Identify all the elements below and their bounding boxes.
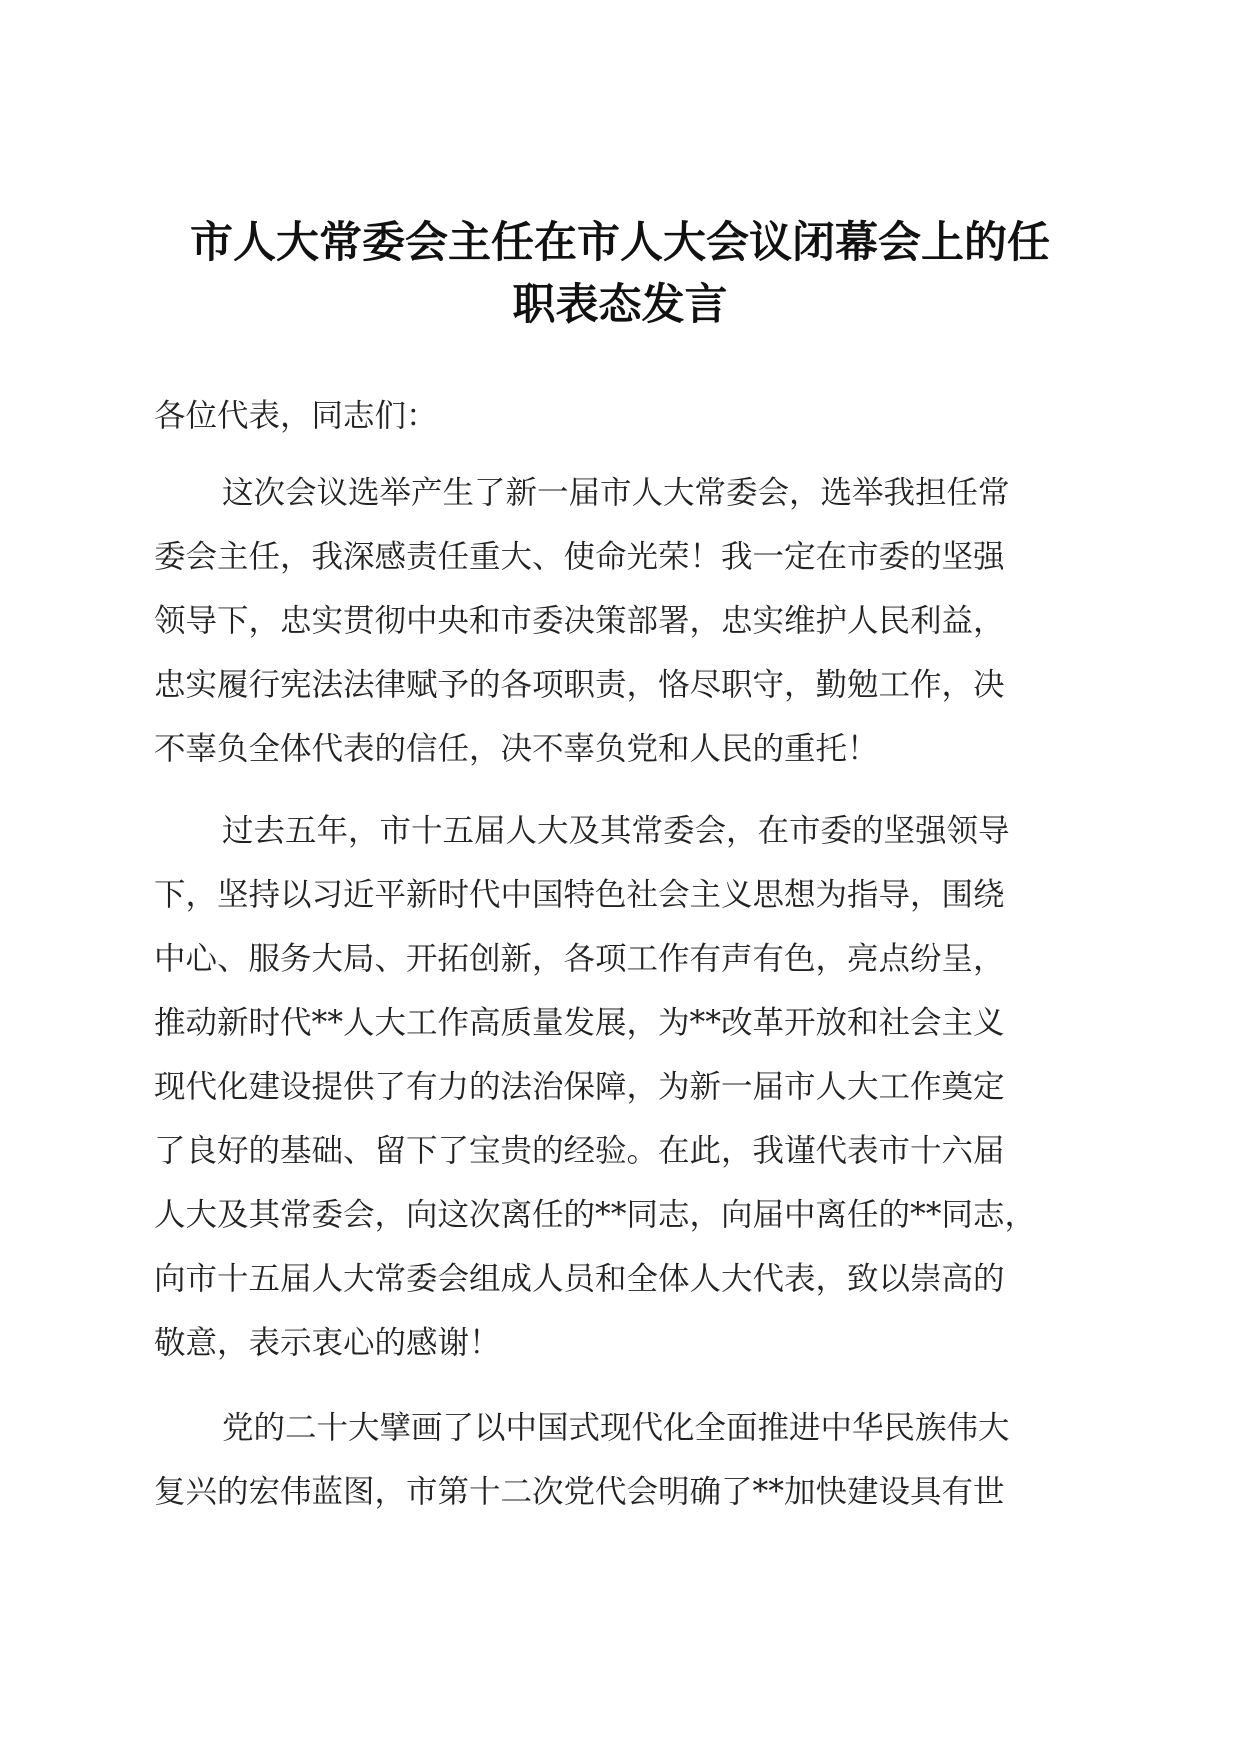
salutation-text: 各位代表，同志们： [154,398,438,434]
title-line: 职表态发言 [512,280,728,330]
paragraph-line: 向市十五届人大常委会组成人员和全体人大代表，致以崇高的 [154,1261,1005,1297]
paragraph-line: 现代化建设提供了有力的法治保障，为新一届市人大工作奠定 [154,1069,1005,1105]
document-title [150,212,1090,336]
paragraph-line: 忠实履行宪法法律赋予的各项职责，恪尽职守，勤勉工作，决 [154,667,1005,703]
paragraph-2 [154,799,1054,1375]
salutation [154,384,1054,448]
paragraph-line: 敬意，表示衷心的感谢！ [154,1325,501,1361]
paragraph-line: 领导下，忠实贯彻中央和市委决策部署，忠实维护人民利益， [154,603,1005,639]
paragraph-line: 委会主任，我深感责任重大、使命光荣！我一定在市委的坚强 [154,539,1005,575]
title-line: 市人大常委会主任在市人大会议闭幕会上的任 [190,218,1050,268]
paragraph-line: 推动新时代**人大工作高质量发展，为**改革开放和社会主义 [154,1005,1005,1041]
paragraph-line: 不辜负全体代表的信任，决不辜负党和人民的重托！ [154,731,879,767]
paragraph-line: 过去五年，市十五届人大及其常委会，在市委的坚强领导 [222,813,1010,849]
paragraph-line: 这次会议选举产生了新一届市人大常委会，选举我担任常 [222,475,1010,511]
paragraph-3 [154,1396,1054,1524]
paragraph-1 [154,461,1054,781]
paragraph-line: 党的二十大擘画了以中国式现代化全面推进中华民族伟大 [222,1410,1010,1446]
paragraph-line: 下，坚持以习近平新时代中国特色社会主义思想为指导，围绕 [154,877,1005,913]
paragraph-line: 人大及其常委会，向这次离任的**同志，向届中离任的**同志， [154,1197,1037,1233]
paragraph-line: 了良好的基础、留下了宝贵的经验。在此，我谨代表市十六届 [154,1133,1005,1169]
paragraph-line: 复兴的宏伟蓝图，市第十二次党代会明确了**加快建设具有世 [154,1474,1005,1510]
paragraph-line: 中心、服务大局、开拓创新，各项工作有声有色，亮点纷呈， [154,941,1005,977]
